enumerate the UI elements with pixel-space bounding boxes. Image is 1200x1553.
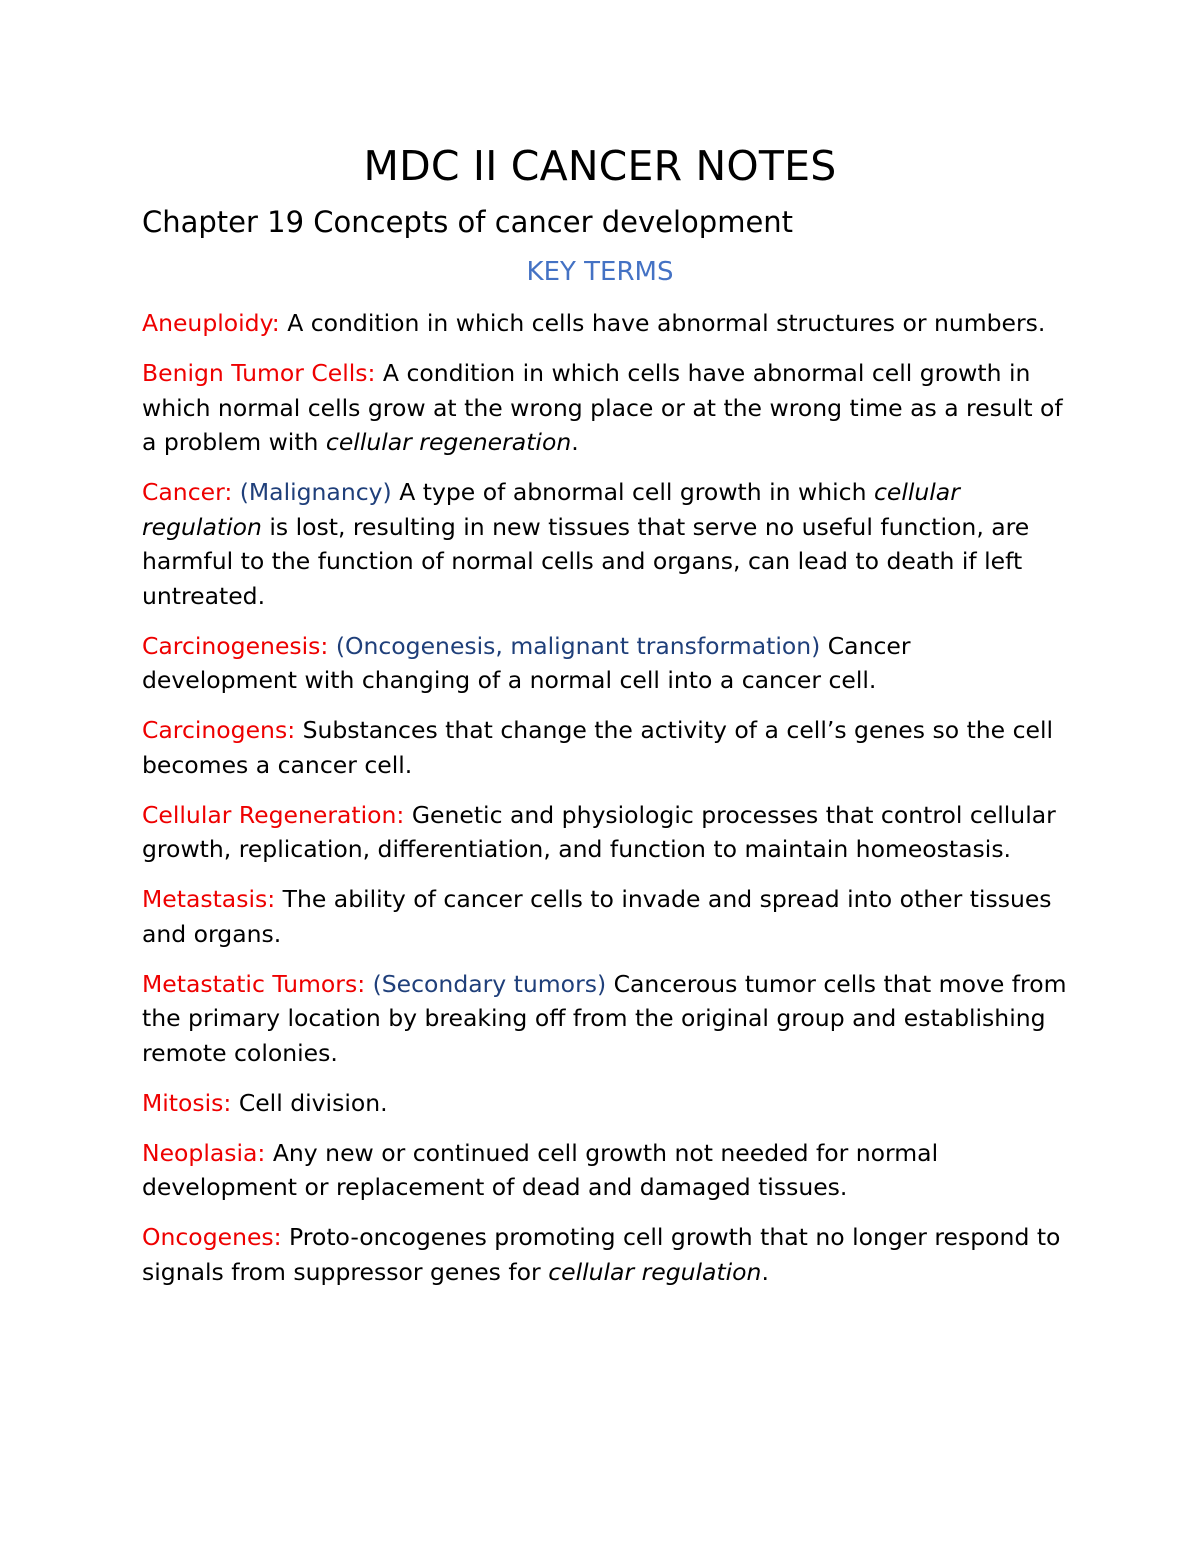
term-alternate-name: (Secondary tumors) (365, 969, 607, 998)
term-name: Benign Tumor Cells: (142, 359, 376, 387)
term-definition-end: is lost, resulting in new tissues that serve no useful function, are harmful to the function of normal cells and organs, can lead to death if left untreated. (142, 512, 1030, 610)
term-definition: Cancerous tumor cells that move from the primary location by breaking off from the original group and establishing remote colonies. (142, 969, 1067, 1067)
term-mitosis (142, 1086, 1070, 1121)
term-definition: Cell division. (231, 1088, 388, 1117)
term-definition: Cancer development with changing of a normal cell into a cancer cell. (142, 631, 911, 694)
term-cellular-regeneration (142, 798, 1070, 867)
chapter-heading: Chapter 19 Concepts of cancer development (142, 205, 794, 239)
term-name: Neoplasia: (142, 1138, 266, 1167)
term-benign-tumor-cells (142, 356, 1070, 460)
document-title: MDC II CANCER NOTES (363, 142, 837, 190)
key-terms-list (142, 306, 1070, 1289)
term-aneuploidy (142, 306, 1070, 341)
term-alternate-name: (Malignancy) (232, 478, 392, 506)
term-definition-end: . (571, 428, 579, 456)
key-terms-heading: KEY TERMS (526, 257, 674, 287)
term-definition: The ability of cancer cells to invade and spread into other tissues and organs. (142, 885, 1052, 948)
term-emphasis: cellular regulation (548, 1257, 762, 1286)
term-definition: Any new or continued cell growth not needed for normal development or replacement of dead and damaged tissues. (142, 1138, 939, 1201)
term-definition: Proto-oncogenes promoting cell growth that no longer respond to signals from suppressor genes for (142, 1223, 1061, 1286)
term-name: Oncogenes: (142, 1223, 282, 1251)
term-name: Metastatic Tumors: (142, 969, 366, 998)
term-emphasis: cellular regeneration (325, 428, 572, 456)
term-name: Cellular Regeneration: (142, 800, 405, 829)
term-definition: Substances that change the activity of a cell’s genes so the cell becomes a cancer cell. (142, 716, 1054, 779)
term-definition: Genetic and physiologic processes that control cellular growth, replication, differentiation, and function to maintain homeostasis. (142, 800, 1056, 863)
term-carcinogens (142, 713, 1070, 782)
term-name: Carcinogenesis: (142, 631, 329, 660)
term-carcinogenesis (142, 629, 1070, 698)
term-alternate-name: (Oncogenesis, malignant transformation) (328, 631, 821, 660)
term-neoplasia (142, 1136, 1070, 1205)
term-name: Cancer: (142, 478, 233, 506)
term-definition-end: . (761, 1257, 769, 1286)
term-definition: A condition in which cells have abnormal structures or numbers. (279, 309, 1046, 337)
term-definition: A type of abnormal cell growth in which (391, 478, 874, 506)
term-metastasis (142, 882, 1070, 951)
term-cancer (142, 475, 1070, 613)
term-name: Mitosis: (142, 1088, 232, 1117)
term-emphasis: cellular regulation (142, 478, 960, 541)
term-name: Metastasis: (142, 885, 276, 913)
term-name: Aneuploidy: (142, 309, 280, 337)
term-metastatic-tumors (142, 967, 1070, 1071)
term-definition: A condition in which cells have abnormal cell growth in which normal cells grow at the wrong place or at the wrong time as a result of a problem with (142, 359, 1063, 456)
term-oncogenes (142, 1220, 1070, 1289)
term-name: Carcinogens: (142, 716, 296, 744)
